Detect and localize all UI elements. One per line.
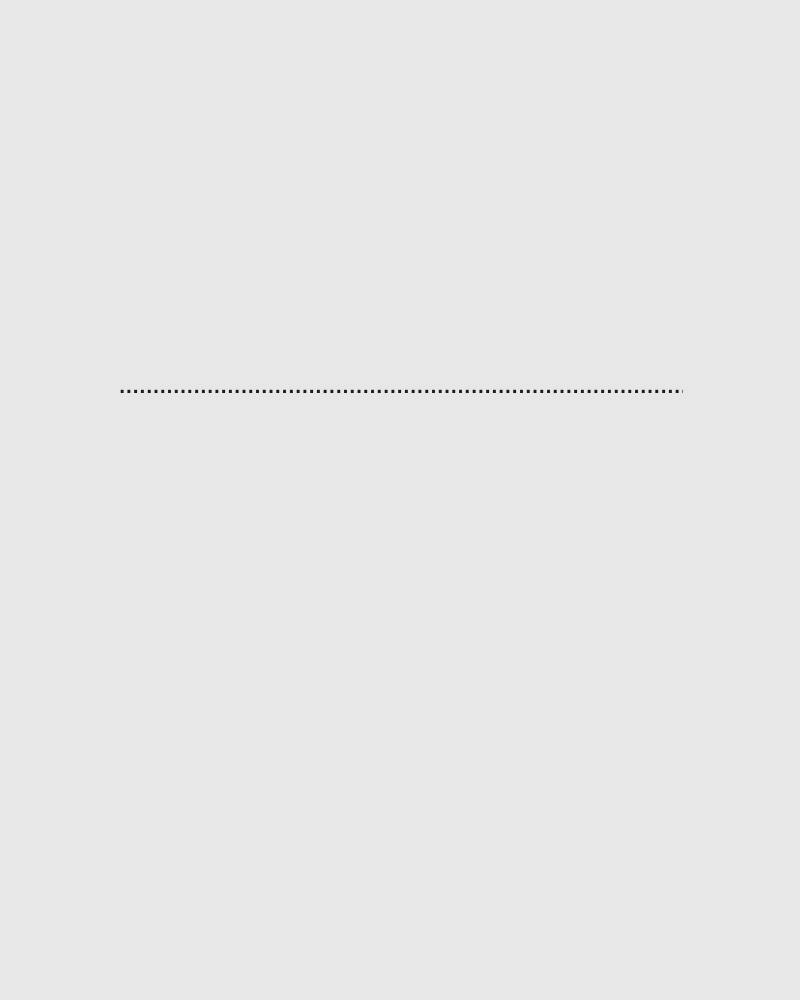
toc-entry-part-heading[interactable] — [116, 378, 686, 408]
part-section — [116, 378, 686, 408]
dot-leader — [119, 378, 683, 397]
